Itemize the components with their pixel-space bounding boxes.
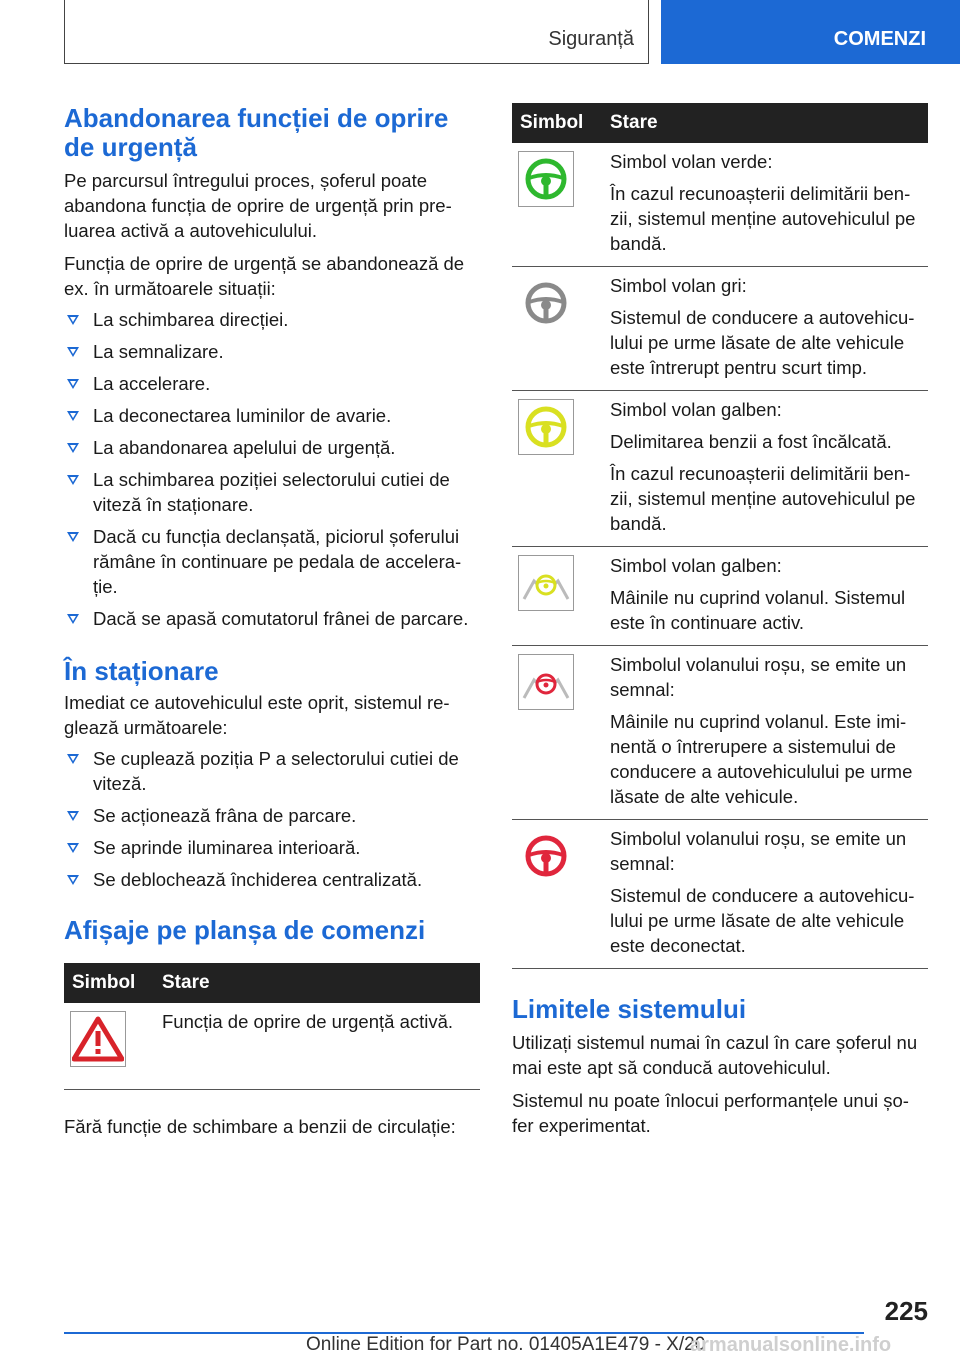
- table-row: [512, 547, 928, 646]
- state-text: Sistemul de conducere a autovehicu-lului pe urme lăsate de alte vehicule este deconectat.: [610, 885, 915, 956]
- list-abandon-situations: [64, 307, 480, 631]
- heading-abandon-emergency-stop: Abandonarea funcției de oprire de urgență: [64, 103, 449, 162]
- bullet-triangle-icon: [67, 811, 79, 821]
- header-chapter-tab[interactable]: COMENZI: [661, 0, 960, 64]
- list-item: Se deblochează închiderea centralizată.: [64, 867, 480, 892]
- bullet-triangle-icon: [67, 379, 79, 389]
- bullet-triangle-icon: [67, 347, 79, 357]
- bullet-triangle-icon: [67, 315, 79, 325]
- list-stationary-actions: [64, 746, 480, 892]
- table-row: [512, 820, 928, 969]
- list-item: Dacă se apasă comutatorul frânei de parcare.: [64, 606, 480, 631]
- paragraph-abandon-situations: Funcția de oprire de urgență se abandonează de ex. în următoarele situații:: [64, 253, 465, 299]
- state-title: Simbol volan galben:: [610, 555, 782, 576]
- warning-triangle-icon: [70, 1011, 126, 1067]
- bullet-triangle-icon: [67, 614, 79, 624]
- steering-wheel-red-icon: [518, 828, 574, 884]
- steering-wheel-yellow-icon: [518, 399, 574, 455]
- paragraph-stationary-intro: Imediat ce autovehiculul este oprit, sistemul re-glează următoarele:: [64, 692, 450, 738]
- state-text: Sistemul de conducere a autovehicu-lului pe urme lăsate de alte vehicule este întrerupt pentru scurt timp.: [610, 307, 915, 378]
- header-section-box: [64, 0, 649, 64]
- heading-dashboard-displays: Afișaje pe planșa de comenzi: [64, 915, 426, 945]
- table-row: [512, 646, 928, 820]
- paragraph-abandon-intro: Pe parcursul întregului proces, șoferul poate abandona funcția de oprire de urgență prin pre-luarea activă a autovehiculului.: [64, 170, 452, 241]
- list-item: La schimbarea direcției.: [64, 307, 480, 332]
- heading-stationary: În staționare: [64, 656, 219, 686]
- state-text: Mâinile nu cuprind volanul. Este imi-nentă o întrerupere a sistemului de conducere a autovehiculului pe urme lăsate de alte vehicule.: [610, 711, 913, 807]
- state-text: Delimitarea benzii a fost încălcată.: [610, 431, 892, 452]
- steering-wheel-red-hands-icon: [518, 654, 574, 710]
- list-item: La accelerare.: [64, 371, 480, 396]
- table-row: [512, 391, 928, 547]
- table-row: [512, 143, 928, 267]
- state-title: Simbol volan verde:: [610, 151, 773, 172]
- table-row: [512, 267, 928, 391]
- list-item: La schimbarea poziției selectorului cutiei de viteză în staționare.: [64, 467, 480, 517]
- list-item: Se cuplează poziția P a selectorului cutiei de viteză.: [64, 746, 480, 796]
- bullet-triangle-icon: [67, 754, 79, 764]
- bullet-triangle-icon: [67, 411, 79, 421]
- state-title: Simbolul volanului roșu, se emite un semnal:: [610, 654, 907, 700]
- table-row: [64, 1003, 480, 1090]
- bullet-triangle-icon: [67, 475, 79, 485]
- bullet-triangle-icon: [67, 875, 79, 885]
- steering-wheel-yellow-hands-icon: [518, 555, 574, 611]
- state-title: Simbol volan gri:: [610, 275, 747, 296]
- right-column: [512, 103, 928, 1138]
- footer-edition-text: Online Edition for Part no. 01405A1E479 - X/20: [306, 1334, 706, 1355]
- left-column: [64, 104, 480, 1139]
- list-item: Se aprinde iluminarea interioară.: [64, 835, 480, 860]
- steering-wheel-grey-icon: [518, 275, 574, 331]
- state-text: Funcția de oprire de urgență activă.: [162, 1011, 454, 1032]
- bullet-triangle-icon: [67, 443, 79, 453]
- list-item: Dacă cu funcția declanșată, piciorul șoferului rămâne în continuare pe pedala de accelera-ție.: [64, 524, 480, 599]
- table-header-state: Stare: [606, 103, 928, 143]
- bullet-triangle-icon: [67, 532, 79, 542]
- symbol-table-steering: [512, 103, 928, 969]
- steering-wheel-green-icon: [518, 151, 574, 207]
- state-text: În cazul recunoașterii delimitării ben-zii, sistemul menține autovehiculul pe bandă.: [610, 183, 916, 254]
- table-header-symbol: Simbol: [64, 963, 158, 1003]
- state-title: Simbolul volanului roșu, se emite un semnal:: [610, 828, 907, 874]
- list-item: La semnalizare.: [64, 339, 480, 364]
- heading-system-limits: Limitele sistemului: [512, 994, 747, 1024]
- symbol-table-emergency: [64, 963, 480, 1090]
- bullet-triangle-icon: [67, 843, 79, 853]
- list-item: La abandonarea apelului de urgență.: [64, 435, 480, 460]
- paragraph-no-lane-change: Fără funcție de schimbare a benzii de circulație:: [64, 1116, 456, 1137]
- header-section-title: Siguranță: [548, 28, 634, 50]
- list-item: La deconectarea luminilor de avarie.: [64, 403, 480, 428]
- state-text: Mâinile nu cuprind volanul. Sistemul este în continuare activ.: [610, 587, 906, 633]
- paragraph-limits-2: Sistemul nu poate înlocui performanțele unui șo-fer experimentat.: [512, 1090, 909, 1136]
- paragraph-limits-1: Utilizați sistemul numai în cazul în care șoferul nu mai este apt să conducă autovehiculul.: [512, 1032, 918, 1078]
- state-text: În cazul recunoașterii delimitării ben-zii, sistemul menține autovehiculul pe bandă.: [610, 463, 916, 534]
- list-item: Se acționează frâna de parcare.: [64, 803, 480, 828]
- watermark: armanualsonline.info: [690, 1334, 892, 1356]
- table-header-state: Stare: [158, 963, 480, 1003]
- page-number: 225: [884, 1296, 928, 1326]
- state-title: Simbol volan galben:: [610, 399, 782, 420]
- table-header-symbol: Simbol: [512, 103, 606, 143]
